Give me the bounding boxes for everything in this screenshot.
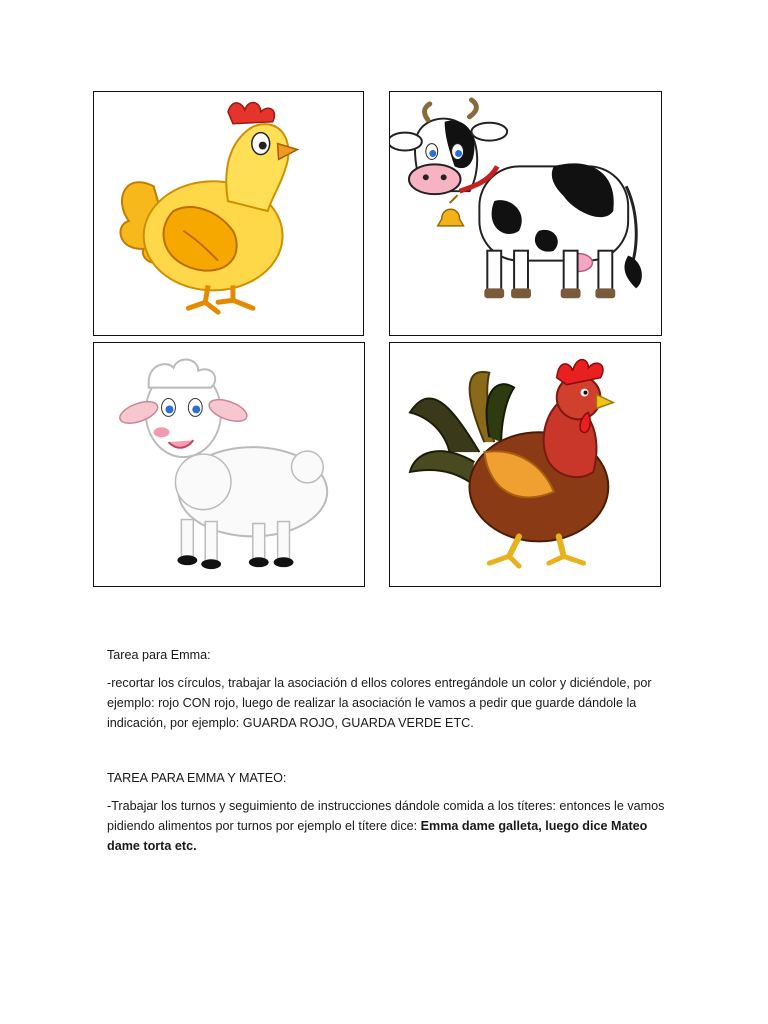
sheep-illustration: [94, 343, 364, 586]
task2-heading: TAREA PARA EMMA Y MATEO:: [107, 771, 287, 785]
cow-card: [389, 91, 662, 336]
chick-card: [93, 91, 364, 336]
task1-heading: Tarea para Emma:: [107, 648, 211, 662]
cow-illustration: [390, 92, 661, 335]
task2-body-plain: -Trabajar los turnos y seguimiento de instrucciones dándole comida a los títeres: entonces le vamos pidiendo alimentos por turnos por ejemplo el títere dice:: [107, 799, 665, 833]
task1-body: -recortar los círculos, trabajar la asociación d ellos colores entregándole un color y diciéndole, por ejemplo: rojo CON rojo, luego de realizar la asociación le vamos a pedir que guarde dándole la indicación, por ejemplo: GUARDA ROJO, GUARDA VERDE ETC.: [107, 676, 652, 730]
task2-body: [107, 796, 667, 856]
chick-illustration: [94, 92, 363, 335]
task2-body-bold: Emma dame galleta, luego dice Mateo dame torta etc.: [107, 819, 648, 853]
sheep-card: [93, 342, 365, 587]
rooster-card: [389, 342, 661, 587]
rooster-illustration: [390, 343, 660, 586]
